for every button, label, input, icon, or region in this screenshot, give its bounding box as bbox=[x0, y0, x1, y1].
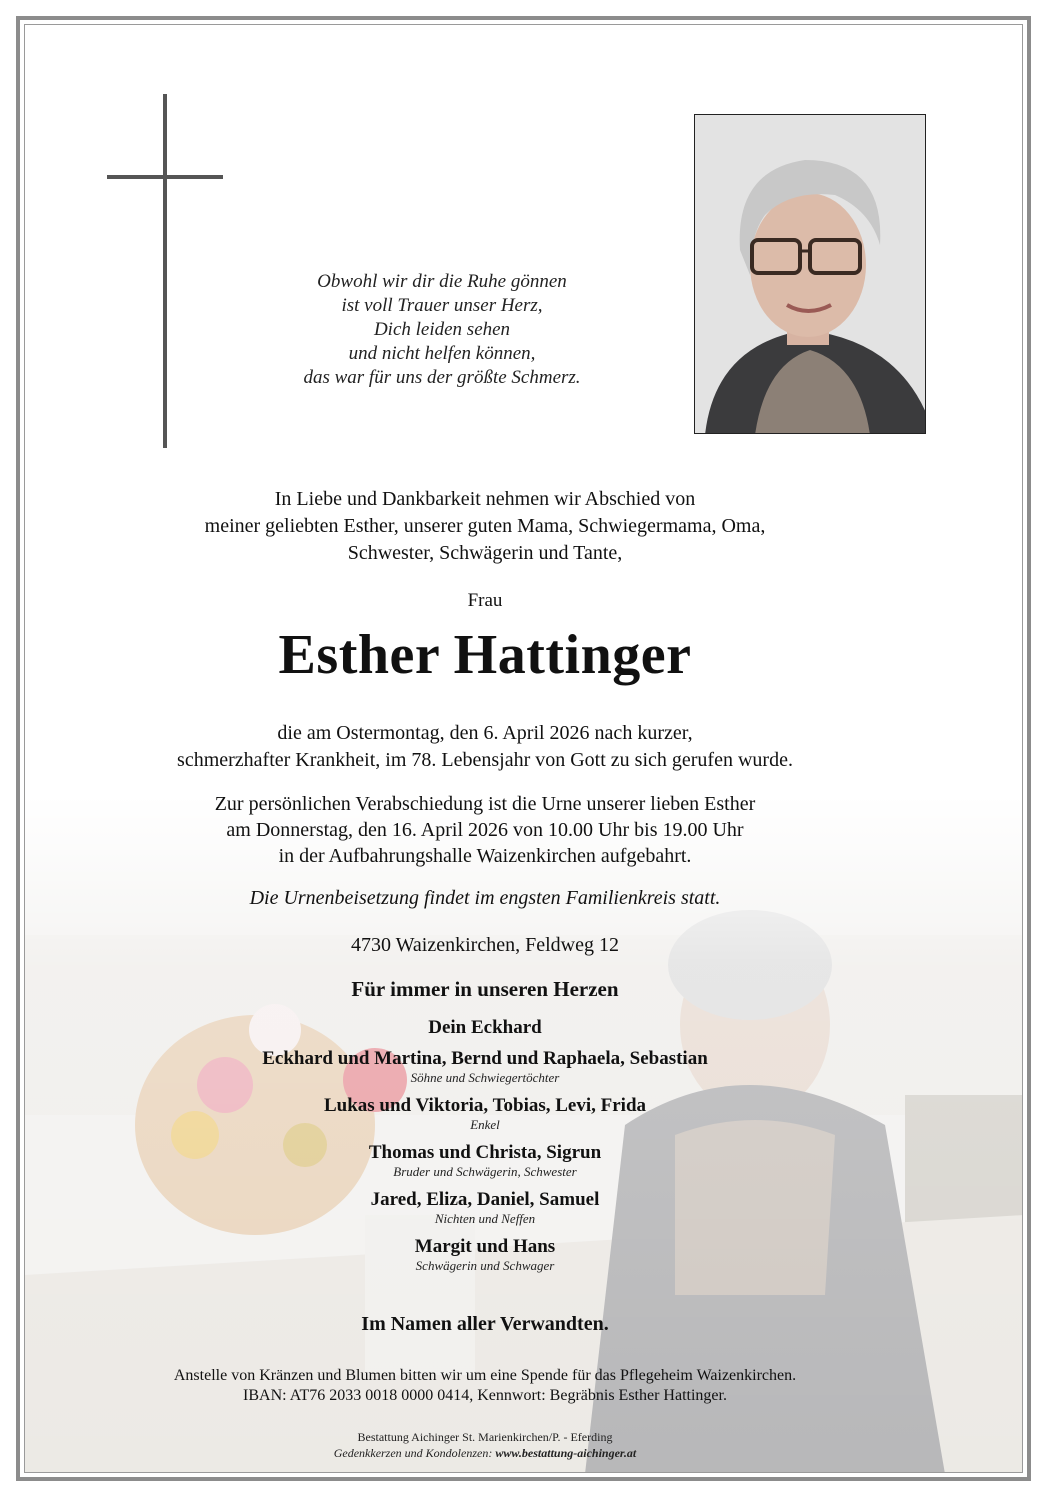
deceased-name: Esther Hattinger bbox=[278, 624, 692, 686]
poem-line: Obwohl wir dir die Ruhe gönnen bbox=[317, 271, 567, 292]
family-names: Thomas und Christa, Sigrun bbox=[368, 1142, 602, 1163]
intro-line: Schwester, Schwägerin und Tante, bbox=[347, 542, 623, 564]
family-relation: Bruder und Schwägerin, Schwester bbox=[393, 1164, 577, 1179]
forever-heading: Für immer in unseren Herzen bbox=[351, 977, 619, 1001]
salutation: Frau bbox=[467, 590, 503, 611]
family-names: Margit und Hans bbox=[414, 1236, 556, 1257]
death-line: die am Ostermontag, den 6. April 2026 nach kurzer, bbox=[277, 722, 693, 744]
footer-website-link[interactable]: www.bestattung-aichinger.at bbox=[495, 1446, 637, 1460]
family-entry bbox=[60, 1189, 910, 1227]
portrait-photo bbox=[694, 114, 926, 434]
poem-line: Dich leiden sehen bbox=[373, 319, 511, 340]
family-names: Jared, Eliza, Daniel, Samuel bbox=[370, 1189, 600, 1210]
family-entry bbox=[60, 1017, 910, 1039]
footer-condolences bbox=[60, 1446, 910, 1461]
intro-line: meiner geliebten Esther, unserer guten Mama, Schwiegermama, Oma, bbox=[204, 515, 766, 537]
family-entry bbox=[60, 1142, 910, 1180]
family-list bbox=[60, 1017, 910, 1283]
death-notice bbox=[60, 720, 910, 774]
viewing-line: in der Aufbahrungshalle Waizenkirchen aufgebahrt. bbox=[278, 845, 692, 867]
poem-line: ist voll Trauer unser Herz, bbox=[341, 295, 543, 316]
cross-icon-bar bbox=[107, 175, 223, 179]
footer-funeral-home: Bestattung Aichinger St. Marienkirchen/P. - Eferding bbox=[357, 1430, 613, 1444]
family-relation: Enkel bbox=[470, 1117, 500, 1132]
cross-icon bbox=[163, 94, 167, 448]
donation-line: IBAN: AT76 2033 0018 0000 0414, Kennwort: Begräbnis Esther Hattinger. bbox=[243, 1387, 727, 1404]
family-entry bbox=[60, 1236, 910, 1274]
family-relation: Schwägerin und Schwager bbox=[415, 1258, 555, 1273]
closing-line: Im Namen aller Verwandten. bbox=[361, 1313, 609, 1335]
address: 4730 Waizenkirchen, Feldweg 12 bbox=[351, 934, 619, 956]
footer-condolences-label: Gedenkkerzen und Kondolenzen: bbox=[333, 1446, 496, 1460]
viewing-line: Zur persönlichen Verabschiedung ist die Urne unserer lieben Esther bbox=[214, 793, 756, 815]
donation-line: Anstelle von Kränzen und Blumen bitten wir um eine Spende für das Pflegeheim Waizenkirchen. bbox=[173, 1367, 797, 1384]
viewing-notice bbox=[60, 791, 910, 869]
family-relation: Söhne und Schwiegertöchter bbox=[410, 1070, 560, 1085]
death-line: schmerzhafter Krankheit, im 78. Lebensjahr von Gott zu sich gerufen wurde. bbox=[177, 749, 793, 771]
family-relation: Nichten und Neffen bbox=[434, 1211, 536, 1226]
intro-line: In Liebe und Dankbarkeit nehmen wir Abschied von bbox=[274, 488, 696, 510]
poem-line: das war für uns der größte Schmerz. bbox=[303, 367, 581, 388]
viewing-line: am Donnerstag, den 16. April 2026 von 10.00 Uhr bis 19.00 Uhr bbox=[226, 819, 744, 841]
family-entry bbox=[60, 1095, 910, 1133]
donation-notice bbox=[60, 1366, 910, 1406]
burial-notice: Die Urnenbeisetzung findet im engsten Familienkreis statt. bbox=[249, 887, 721, 909]
family-names: Dein Eckhard bbox=[428, 1017, 542, 1038]
family-names: Lukas und Viktoria, Tobias, Levi, Frida bbox=[323, 1095, 647, 1116]
poem bbox=[242, 270, 642, 390]
family-entry bbox=[60, 1048, 910, 1086]
portrait-illustration bbox=[695, 115, 926, 434]
family-names: Eckhard und Martina, Bernd und Raphaela, Sebastian bbox=[262, 1048, 708, 1069]
intro-text bbox=[60, 486, 910, 567]
poem-line: und nicht helfen können, bbox=[348, 343, 536, 364]
